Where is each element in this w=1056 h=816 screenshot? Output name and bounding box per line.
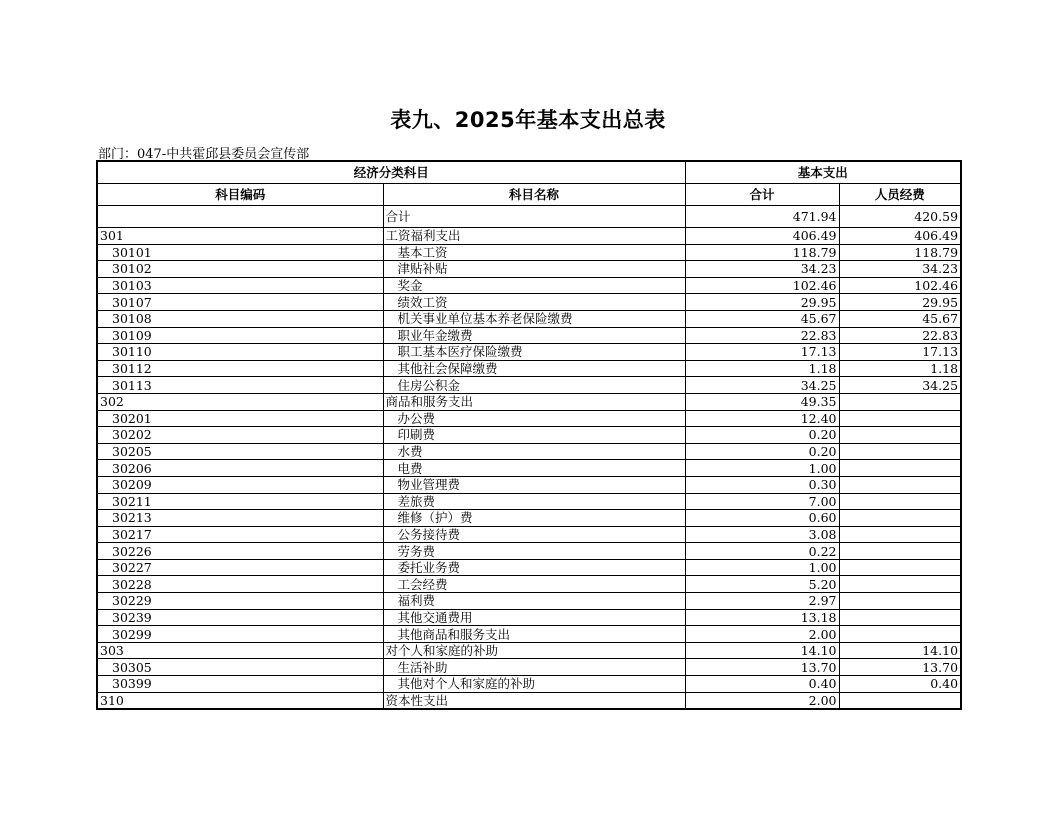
cell-code: 30209 (97, 476, 383, 493)
header-name: 科目名称 (383, 184, 685, 206)
table-row (97, 476, 961, 493)
cell-code: 30399 (97, 676, 383, 693)
cell-personnel: 406.49 (839, 228, 961, 245)
cell-name: 职工基本医疗保险缴费 (383, 344, 685, 361)
cell-code: 30205 (97, 443, 383, 460)
cell-name: 委托业务费 (383, 559, 685, 576)
cell-code (97, 206, 383, 228)
page-title: 表九、2025年基本支出总表 (390, 108, 666, 132)
cell-name: 工资福利支出 (383, 228, 685, 245)
cell-total: 12.40 (685, 410, 839, 427)
table-row (97, 261, 961, 278)
cell-name: 差旅费 (383, 493, 685, 510)
cell-name: 办公费 (383, 410, 685, 427)
table-body (97, 206, 961, 710)
cell-personnel (839, 576, 961, 593)
cell-total: 5.20 (685, 576, 839, 593)
cell-code: 303 (97, 642, 383, 659)
cell-name: 住房公积金 (383, 377, 685, 394)
header-personnel: 人员经费 (839, 184, 961, 206)
cell-personnel (839, 626, 961, 643)
cell-code: 310 (97, 692, 383, 709)
cell-name: 维修（护）费 (383, 510, 685, 527)
table-row (97, 377, 961, 394)
table-row (97, 228, 961, 245)
cell-personnel: 34.25 (839, 377, 961, 394)
cell-name: 物业管理费 (383, 476, 685, 493)
cell-total: 0.22 (685, 543, 839, 560)
cell-code: 30110 (97, 344, 383, 361)
cell-total: 34.25 (685, 377, 839, 394)
table-row (97, 510, 961, 527)
cell-name: 工会经费 (383, 576, 685, 593)
cell-personnel: 102.46 (839, 277, 961, 294)
cell-personnel (839, 476, 961, 493)
table-row (97, 692, 961, 709)
cell-personnel (839, 510, 961, 527)
cell-name: 其他对个人和家庭的补助 (383, 676, 685, 693)
cell-personnel (839, 427, 961, 444)
cell-total: 406.49 (685, 228, 839, 245)
table-row (97, 443, 961, 460)
cell-code: 30109 (97, 327, 383, 344)
table-row (97, 576, 961, 593)
cell-total: 1.00 (685, 559, 839, 576)
cell-total: 13.18 (685, 609, 839, 626)
cell-personnel: 420.59 (839, 206, 961, 228)
cell-total: 2.00 (685, 692, 839, 709)
cell-code: 30102 (97, 261, 383, 278)
cell-personnel: 34.23 (839, 261, 961, 278)
cell-name: 对个人和家庭的补助 (383, 642, 685, 659)
table-row (97, 206, 961, 228)
cell-personnel (839, 692, 961, 709)
header-code: 科目编码 (97, 184, 383, 206)
cell-name: 职业年金缴费 (383, 327, 685, 344)
header-row-group (97, 161, 961, 184)
cell-code: 30206 (97, 460, 383, 477)
cell-name: 商品和服务支出 (383, 393, 685, 410)
cell-personnel (839, 526, 961, 543)
cell-personnel (839, 609, 961, 626)
cell-total: 0.40 (685, 676, 839, 693)
cell-name: 其他社会保障缴费 (383, 360, 685, 377)
cell-total: 471.94 (685, 206, 839, 228)
cell-total: 49.35 (685, 393, 839, 410)
cell-personnel (839, 593, 961, 610)
cell-personnel: 22.83 (839, 327, 961, 344)
table-row (97, 626, 961, 643)
table-row (97, 676, 961, 693)
cell-code: 30228 (97, 576, 383, 593)
cell-total: 22.83 (685, 327, 839, 344)
cell-total: 102.46 (685, 277, 839, 294)
cell-total: 1.00 (685, 460, 839, 477)
cell-name: 电费 (383, 460, 685, 477)
cell-code: 30103 (97, 277, 383, 294)
cell-total: 29.95 (685, 294, 839, 311)
cell-personnel: 0.40 (839, 676, 961, 693)
cell-name: 公务接待费 (383, 526, 685, 543)
cell-code: 30305 (97, 659, 383, 676)
cell-name: 津贴补贴 (383, 261, 685, 278)
cell-name: 其他交通费用 (383, 609, 685, 626)
table-row (97, 460, 961, 477)
cell-code: 301 (97, 228, 383, 245)
cell-personnel (839, 393, 961, 410)
cell-personnel: 118.79 (839, 244, 961, 261)
table-row (97, 609, 961, 626)
cell-name: 生活补助 (383, 659, 685, 676)
cell-name: 奖金 (383, 277, 685, 294)
cell-total: 34.23 (685, 261, 839, 278)
cell-code: 30217 (97, 526, 383, 543)
cell-personnel: 13.70 (839, 659, 961, 676)
cell-total: 0.20 (685, 443, 839, 460)
table-row (97, 310, 961, 327)
cell-personnel (839, 543, 961, 560)
table-row (97, 277, 961, 294)
cell-code: 30299 (97, 626, 383, 643)
cell-total: 2.00 (685, 626, 839, 643)
cell-total: 118.79 (685, 244, 839, 261)
cell-name: 合计 (383, 206, 685, 228)
cell-name: 基本工资 (383, 244, 685, 261)
header-economic-category: 经济分类科目 (97, 161, 685, 184)
cell-personnel: 14.10 (839, 642, 961, 659)
cell-total: 1.18 (685, 360, 839, 377)
cell-total: 0.30 (685, 476, 839, 493)
table-row (97, 543, 961, 560)
cell-personnel: 1.18 (839, 360, 961, 377)
cell-code: 30213 (97, 510, 383, 527)
cell-personnel (839, 493, 961, 510)
header-total: 合计 (685, 184, 839, 206)
header-basic-expenditure: 基本支出 (685, 161, 961, 184)
table-row (97, 427, 961, 444)
table-row (97, 526, 961, 543)
cell-name: 福利费 (383, 593, 685, 610)
cell-name: 水费 (383, 443, 685, 460)
cell-name: 资本性支出 (383, 692, 685, 709)
cell-total: 7.00 (685, 493, 839, 510)
cell-total: 0.20 (685, 427, 839, 444)
cell-name: 其他商品和服务支出 (383, 626, 685, 643)
table-row (97, 393, 961, 410)
cell-code: 30112 (97, 360, 383, 377)
cell-name: 绩效工资 (383, 294, 685, 311)
table-row (97, 327, 961, 344)
cell-personnel (839, 443, 961, 460)
table-row (97, 659, 961, 676)
cell-personnel (839, 460, 961, 477)
table-row (97, 294, 961, 311)
table-row (97, 360, 961, 377)
cell-code: 30229 (97, 593, 383, 610)
cell-name: 机关事业单位基本养老保险缴费 (383, 310, 685, 327)
department-label: 部门：047-中共霍邱县委员会宣传部 (98, 147, 310, 162)
cell-code: 30226 (97, 543, 383, 560)
cell-total: 0.60 (685, 510, 839, 527)
cell-code: 30108 (97, 310, 383, 327)
cell-personnel (839, 559, 961, 576)
cell-code: 30239 (97, 609, 383, 626)
cell-total: 45.67 (685, 310, 839, 327)
cell-code: 30101 (97, 244, 383, 261)
table-row (97, 410, 961, 427)
header-row-columns (97, 184, 961, 206)
cell-personnel: 29.95 (839, 294, 961, 311)
cell-total: 2.97 (685, 593, 839, 610)
cell-name: 劳务费 (383, 543, 685, 560)
table-row (97, 559, 961, 576)
cell-name: 印刷费 (383, 427, 685, 444)
cell-total: 13.70 (685, 659, 839, 676)
table-row (97, 642, 961, 659)
table-row (97, 244, 961, 261)
cell-code: 30211 (97, 493, 383, 510)
cell-code: 30113 (97, 377, 383, 394)
cell-code: 30107 (97, 294, 383, 311)
table-row (97, 344, 961, 361)
cell-personnel (839, 410, 961, 427)
cell-code: 302 (97, 393, 383, 410)
cell-total: 14.10 (685, 642, 839, 659)
table-row (97, 493, 961, 510)
expenditure-table (96, 160, 962, 710)
cell-code: 30201 (97, 410, 383, 427)
cell-code: 30227 (97, 559, 383, 576)
cell-personnel: 17.13 (839, 344, 961, 361)
cell-code: 30202 (97, 427, 383, 444)
cell-personnel: 45.67 (839, 310, 961, 327)
cell-total: 3.08 (685, 526, 839, 543)
cell-total: 17.13 (685, 344, 839, 361)
table-row (97, 593, 961, 610)
